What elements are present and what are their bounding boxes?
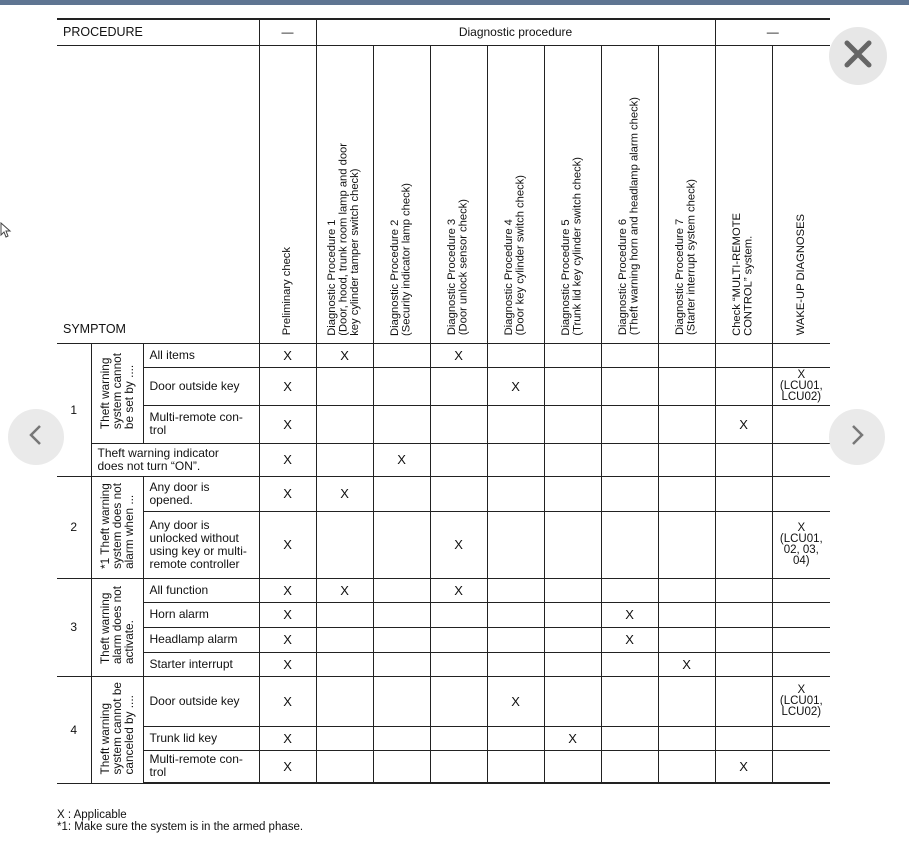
- applicable-cell: [772, 476, 830, 511]
- applicable-cell: [487, 511, 544, 578]
- applicable-cell: [487, 726, 544, 750]
- applicable-cell: X: [430, 578, 487, 602]
- applicable-cell: X (LCU01, LCU02): [772, 367, 830, 405]
- applicable-cell: [430, 676, 487, 726]
- applicable-cell: [373, 726, 430, 750]
- footnotes: [57, 809, 303, 833]
- applicable-cell: [601, 676, 658, 726]
- applicable-cell: [544, 476, 601, 511]
- symptom-item: Multi-remote con- trol: [143, 750, 259, 783]
- diagnostic-procedure-label: Diagnostic procedure: [316, 19, 715, 45]
- applicable-cell: [658, 367, 715, 405]
- applicable-cell: [658, 476, 715, 511]
- applicable-cell: [772, 750, 830, 783]
- applicable-cell: [373, 750, 430, 783]
- symptom-item: Theft warning indicator does not turn “ON”.: [91, 443, 259, 476]
- applicable-cell: [658, 511, 715, 578]
- applicable-cell: [772, 443, 830, 476]
- applicable-cell: [430, 726, 487, 750]
- applicable-cell: X: [259, 343, 316, 367]
- symptom-item: Starter interrupt: [143, 652, 259, 676]
- column-header-text: Diagnostic Procedure 5 (Trunk lid key cylinder switch check): [560, 156, 584, 336]
- applicable-cell: [544, 343, 601, 367]
- applicable-cell: [715, 578, 772, 602]
- applicable-cell: [316, 367, 373, 405]
- applicable-cell: [715, 367, 772, 405]
- applicable-cell: X: [430, 511, 487, 578]
- table-row: [57, 627, 830, 652]
- table-row: [57, 676, 830, 726]
- applicable-cell: X (LCU01, LCU02): [772, 676, 830, 726]
- applicable-cell: [544, 676, 601, 726]
- table-row: [57, 405, 830, 443]
- applicable-cell: [373, 578, 430, 602]
- diagnostic-table: [57, 18, 830, 784]
- column-header-9: [715, 45, 772, 343]
- applicable-cell: [772, 578, 830, 602]
- applicable-cell: [715, 476, 772, 511]
- applicable-cell: [544, 750, 601, 783]
- applicable-cell: [715, 343, 772, 367]
- applicable-cell: [487, 578, 544, 602]
- applicable-cell: X: [259, 750, 316, 783]
- applicable-cell: [544, 367, 601, 405]
- applicable-cell: [658, 726, 715, 750]
- applicable-cell: [316, 443, 373, 476]
- table-row: [57, 602, 830, 627]
- applicable-cell: [601, 750, 658, 783]
- applicable-cell: [316, 750, 373, 783]
- applicable-cell: X: [430, 343, 487, 367]
- column-header-text: Diagnostic Procedure 7 (Starter interrupt system check): [674, 179, 698, 336]
- applicable-cell: [601, 511, 658, 578]
- close-button[interactable]: [829, 27, 887, 85]
- applicable-cell: [373, 343, 430, 367]
- symptom-group-text: Theft warning system cannot be set by ....: [98, 353, 136, 430]
- applicable-cell: [772, 343, 830, 367]
- applicable-cell: X: [259, 602, 316, 627]
- applicable-cell: X: [259, 676, 316, 726]
- applicable-cell: [487, 627, 544, 652]
- column-header-text: Diagnostic Procedure 4 (Door key cylinder switch check): [503, 175, 527, 336]
- applicable-cell: X: [715, 750, 772, 783]
- dash-left: —: [259, 19, 316, 45]
- symptom-group-label: [91, 343, 143, 443]
- applicable-cell: [658, 443, 715, 476]
- applicable-cell: [544, 652, 601, 676]
- symptom-item: Horn alarm: [143, 602, 259, 627]
- table-row: [57, 511, 830, 578]
- symptom-group-label: [91, 578, 143, 676]
- applicable-cell: X: [259, 726, 316, 750]
- applicable-cell: X: [544, 726, 601, 750]
- table-row: [57, 578, 830, 602]
- applicable-cell: [715, 676, 772, 726]
- applicable-cell: [487, 343, 544, 367]
- symptom-group-text: Theft warning system cannot be canceled by ....: [98, 681, 136, 775]
- applicable-cell: [316, 676, 373, 726]
- symptom-number: 4: [57, 676, 91, 783]
- applicable-cell: [430, 367, 487, 405]
- applicable-cell: [658, 343, 715, 367]
- symptom-item: Door outside key: [143, 676, 259, 726]
- symptom-number: 1: [57, 343, 91, 476]
- applicable-cell: [772, 602, 830, 627]
- applicable-cell: X: [316, 578, 373, 602]
- applicable-cell: [373, 476, 430, 511]
- applicable-cell: [715, 602, 772, 627]
- applicable-cell: [487, 405, 544, 443]
- applicable-cell: [373, 367, 430, 405]
- applicable-cell: [430, 443, 487, 476]
- table-row: [57, 652, 830, 676]
- column-header-8: [658, 45, 715, 343]
- column-header-text: Diagnostic Procedure 2 (Security indicator lamp check): [389, 182, 413, 336]
- column-header-text: Diagnostic Procedure 3 (Door unlock sensor check): [446, 199, 470, 336]
- applicable-cell: X (LCU01, 02, 03, 04): [772, 511, 830, 578]
- applicable-cell: [487, 602, 544, 627]
- table-row: [57, 343, 830, 367]
- table-row: [57, 750, 830, 783]
- applicable-cell: [715, 511, 772, 578]
- chevron-left-icon: [26, 423, 46, 452]
- column-header-1: [259, 45, 316, 343]
- symptom-item: Headlamp alarm: [143, 627, 259, 652]
- applicable-cell: [316, 726, 373, 750]
- applicable-cell: X: [259, 578, 316, 602]
- symptom-item: Any door is unlocked without using key or multi- remote controller: [143, 511, 259, 578]
- applicable-cell: [373, 676, 430, 726]
- cursor-icon: [0, 222, 12, 245]
- applicable-cell: [601, 652, 658, 676]
- applicable-cell: [658, 405, 715, 443]
- applicable-cell: X: [316, 476, 373, 511]
- applicable-cell: [373, 602, 430, 627]
- applicable-cell: [373, 627, 430, 652]
- applicable-cell: [316, 627, 373, 652]
- applicable-cell: X: [259, 652, 316, 676]
- applicable-cell: [373, 652, 430, 676]
- applicable-cell: [601, 476, 658, 511]
- applicable-cell: [715, 443, 772, 476]
- symptom-number: 2: [57, 476, 91, 578]
- dash-right: —: [715, 19, 830, 45]
- symptom-item: Door outside key: [143, 367, 259, 405]
- table-row: [57, 367, 830, 405]
- column-header-text: Preliminary check: [280, 247, 293, 336]
- table-row: [57, 726, 830, 750]
- symptom-group-text: Theft warning alarm does not activate.: [98, 586, 136, 665]
- applicable-cell: [430, 627, 487, 652]
- column-header-text: WAKE-UP DIAGNOSES: [794, 214, 807, 336]
- column-header-2: [316, 45, 373, 343]
- applicable-cell: [658, 578, 715, 602]
- footnote-applicable: X : Applicable: [57, 809, 127, 821]
- applicable-cell: X: [373, 443, 430, 476]
- applicable-cell: [658, 750, 715, 783]
- symptom-label: SYMPTOM: [57, 45, 259, 343]
- applicable-cell: [772, 652, 830, 676]
- applicable-cell: X: [259, 405, 316, 443]
- symptom-group-text: *1 Theft warning system does not alarm when ...: [98, 482, 136, 569]
- applicable-cell: [601, 405, 658, 443]
- applicable-cell: [430, 602, 487, 627]
- applicable-cell: [601, 343, 658, 367]
- procedure-label: PROCEDURE: [57, 19, 259, 45]
- applicable-cell: [601, 726, 658, 750]
- applicable-cell: X: [259, 476, 316, 511]
- applicable-cell: [487, 443, 544, 476]
- applicable-cell: [373, 405, 430, 443]
- applicable-cell: X: [658, 652, 715, 676]
- applicable-cell: X: [715, 405, 772, 443]
- column-header-7: [601, 45, 658, 343]
- column-header-6: [544, 45, 601, 343]
- applicable-cell: [772, 627, 830, 652]
- applicable-cell: [658, 627, 715, 652]
- applicable-cell: [715, 726, 772, 750]
- symptom-item: Trunk lid key: [143, 726, 259, 750]
- applicable-cell: [601, 367, 658, 405]
- applicable-cell: [487, 652, 544, 676]
- applicable-cell: [544, 627, 601, 652]
- applicable-cell: [430, 476, 487, 511]
- applicable-cell: [601, 443, 658, 476]
- applicable-cell: X: [316, 343, 373, 367]
- applicable-cell: [316, 602, 373, 627]
- applicable-cell: X: [259, 443, 316, 476]
- applicable-cell: [544, 602, 601, 627]
- applicable-cell: [316, 405, 373, 443]
- table-row: [57, 476, 830, 511]
- applicable-cell: [430, 405, 487, 443]
- symptom-item: All function: [143, 578, 259, 602]
- applicable-cell: X: [259, 511, 316, 578]
- applicable-cell: [544, 405, 601, 443]
- applicable-cell: [772, 405, 830, 443]
- symptom-group-label: [91, 476, 143, 578]
- symptom-item: Multi-remote con- trol: [143, 405, 259, 443]
- column-header-4: [430, 45, 487, 343]
- column-header-text: Check “MULTI-REMOTE CONTROL” system.: [731, 212, 755, 336]
- applicable-cell: [658, 676, 715, 726]
- applicable-cell: [430, 750, 487, 783]
- table-row: [57, 443, 830, 476]
- column-header-text: Diagnostic Procedure 1 (Door, hood, trunk room lamp and door key cylinder tamper switch check): [326, 142, 362, 336]
- applicable-cell: X: [259, 367, 316, 405]
- applicable-cell: X: [601, 602, 658, 627]
- applicable-cell: [544, 511, 601, 578]
- symptom-group-label: [91, 676, 143, 783]
- applicable-cell: [772, 726, 830, 750]
- applicable-cell: X: [601, 627, 658, 652]
- column-header-5: [487, 45, 544, 343]
- chevron-right-icon: [847, 423, 867, 452]
- footnote-armed-phase: *1: Make sure the system is in the armed phase.: [57, 821, 304, 833]
- column-header-text: Diagnostic Procedure 6 (Theft warning horn and headlamp alarm check): [617, 97, 641, 336]
- symptom-number: 3: [57, 578, 91, 676]
- applicable-cell: [316, 511, 373, 578]
- close-icon: [843, 39, 873, 74]
- applicable-cell: [487, 750, 544, 783]
- applicable-cell: X: [259, 627, 316, 652]
- applicable-cell: [715, 627, 772, 652]
- column-header-3: [373, 45, 430, 343]
- applicable-cell: [316, 652, 373, 676]
- column-header-10: [772, 45, 830, 343]
- next-button[interactable]: [829, 409, 885, 465]
- symptom-item: All items: [143, 343, 259, 367]
- previous-button[interactable]: [8, 409, 64, 465]
- applicable-cell: [715, 652, 772, 676]
- applicable-cell: X: [487, 367, 544, 405]
- applicable-cell: X: [487, 676, 544, 726]
- applicable-cell: [487, 476, 544, 511]
- symptom-item: Any door is opened.: [143, 476, 259, 511]
- diagnostic-table-container: [57, 18, 830, 784]
- applicable-cell: [373, 511, 430, 578]
- applicable-cell: [601, 578, 658, 602]
- applicable-cell: [544, 443, 601, 476]
- applicable-cell: [430, 652, 487, 676]
- applicable-cell: [544, 578, 601, 602]
- applicable-cell: [658, 602, 715, 627]
